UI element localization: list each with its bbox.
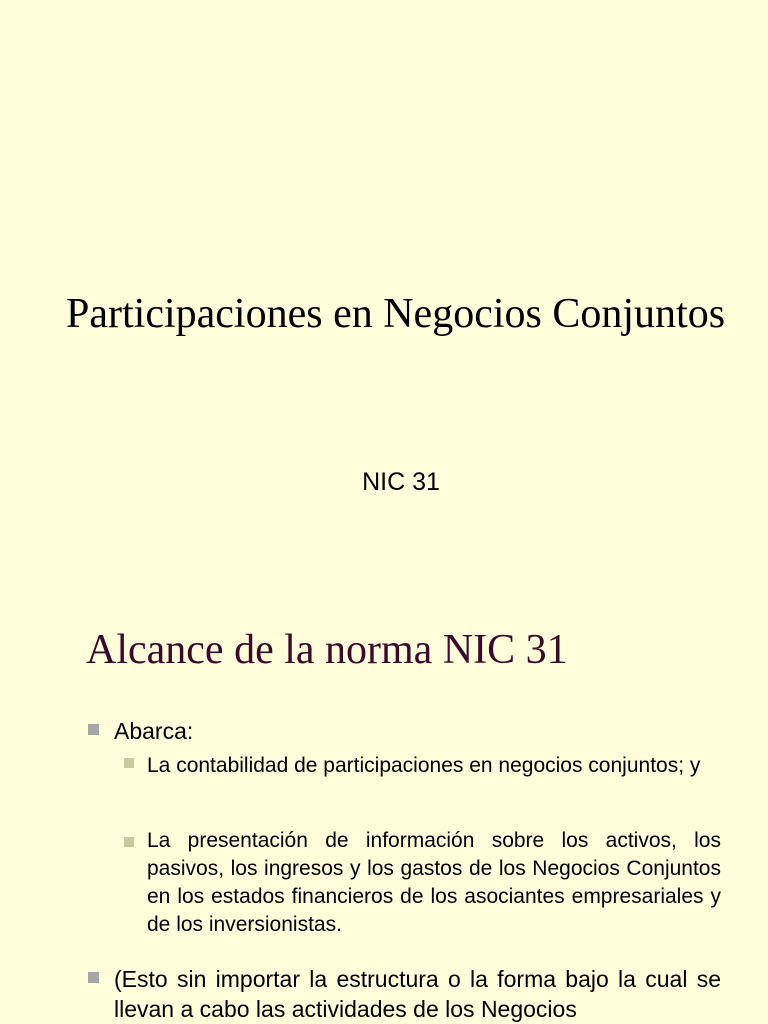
sub-bullet-square-icon [124, 758, 134, 768]
bullet-square-icon [88, 724, 99, 735]
bullet-estructura: (Esto sin importar la estructura o la forma bajo la cual se llevan a cabo las actividades de los Negocios [114, 966, 721, 1022]
sub-bullet-square-icon [124, 837, 134, 847]
slide-2 [0, 600, 768, 1024]
sub-bullet-contabilidad: La contabilidad de participaciones en negocios conjuntos; y [147, 754, 701, 777]
slide-1-subtitle: NIC 31 [362, 468, 440, 496]
slide-1-title: Participaciones en Negocios Conjuntos [66, 291, 726, 337]
bullet-abarca: Abarca: [114, 718, 194, 744]
sub-bullet-presentacion: La presentación de información sobre los activos, los pasivos, los ingresos y los gastos de los Negocios Conjuntos en los estados financieros de los asociantes empresariales y de los inversionistas. [147, 829, 721, 936]
slide-2-title: Alcance de la norma NIC 31 [86, 627, 568, 673]
bullet-square-icon [88, 972, 99, 983]
